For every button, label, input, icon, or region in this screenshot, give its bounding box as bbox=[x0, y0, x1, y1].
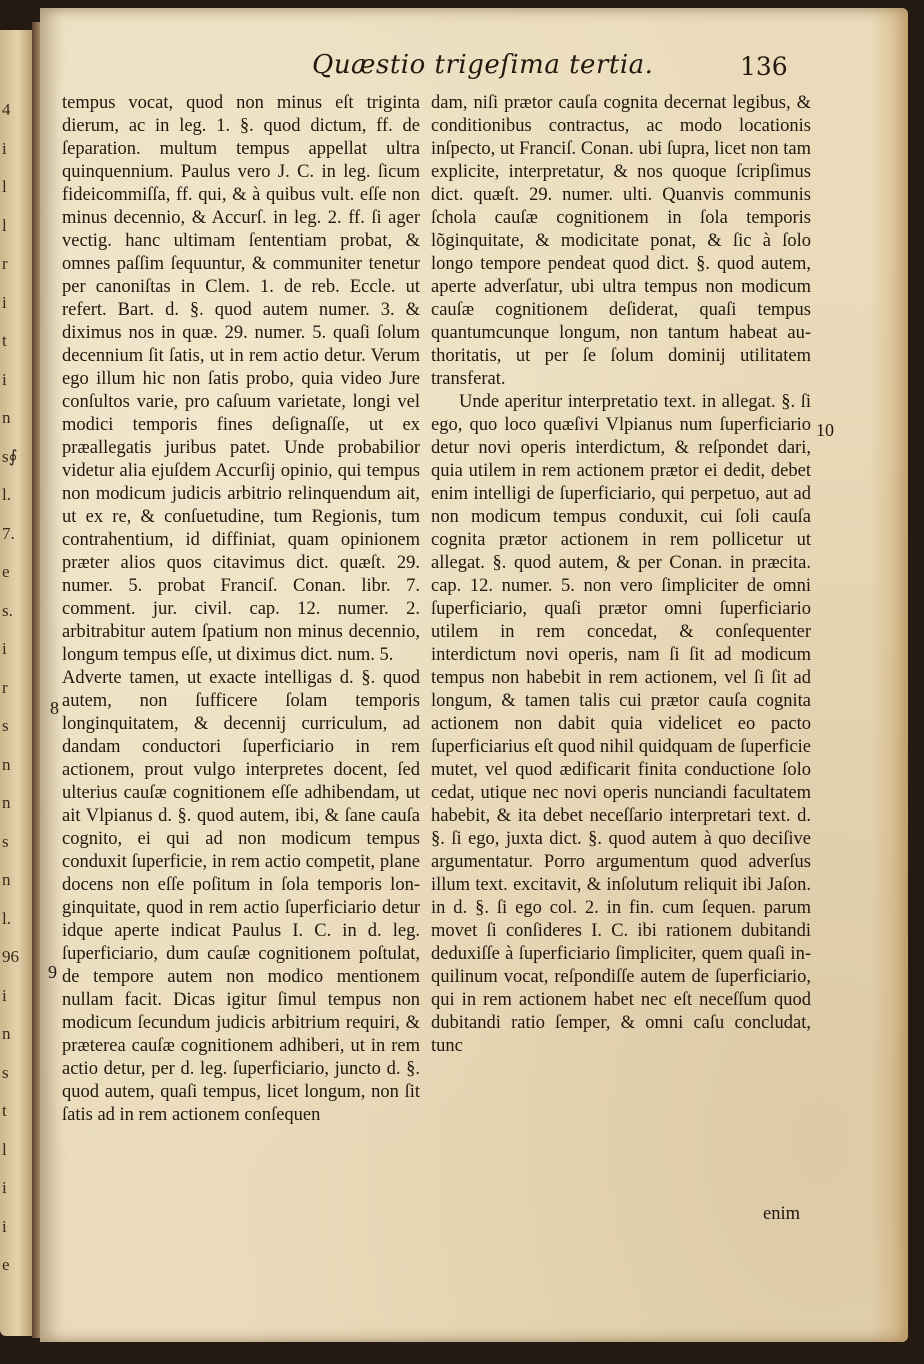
facing-page-margin-fragment: i bbox=[2, 1178, 7, 1197]
facing-page-margin-fragment: i bbox=[2, 292, 7, 312]
facing-page-margin-fragment: s bbox=[2, 1062, 9, 1082]
facing-page-margin-fragment: t bbox=[2, 331, 7, 350]
page-edge-stain bbox=[870, 8, 908, 1342]
facing-page-margin-fragment: i bbox=[2, 138, 7, 158]
facing-page-margin-fragment: i bbox=[2, 1216, 7, 1236]
facing-page-margin-fragment: r bbox=[2, 254, 8, 273]
right-column-paragraph-1: dam, niſi prætor cauſa cognita decernat legibus, & conditionibus contractus, ac modo locationis inſpecto, ut Franciſ. Conan. ubi ſupra, licet non tam explicite, interpretatur, & nos quoque ſcripſimus dict. quæſt. 29. numer. ulti. Quanvis communis ſchola cauſæ cognitionem in ſola temporis lõginquitate, & modicitate ponat, & ſic à ſolo longo tempore pendeat quod dict. §. quod autem, aperte adverſatur, ubi ultra tempus non modicum cauſæ cognitionem deſiderat, quaſi tempus quantumcunque longum, non tantum habeat authoritatis, ut per ſe ſolum dominij utilitatem transferat. bbox=[431, 93, 811, 389]
facing-page-margin-fragment: l bbox=[2, 215, 7, 235]
page-header bbox=[40, 50, 908, 90]
facing-page-edge bbox=[0, 30, 32, 1336]
facing-page-margin-fragment: r bbox=[2, 677, 8, 697]
facing-page-margin-fragment: i bbox=[2, 369, 7, 389]
catchword: enim bbox=[763, 1204, 800, 1224]
facing-page-margin-fragment: s bbox=[2, 716, 9, 735]
book-page bbox=[40, 8, 908, 1342]
facing-page-margin-fragment: s∮ bbox=[2, 446, 18, 466]
facing-page-margin-fragment: i bbox=[2, 639, 7, 658]
left-column-paragraph-2: Adverte tamen, ut exacte intelligas d. §. quod autem, non ſufficere ſolam temporis longinquitatem, & decennij curriculum, ad dandam conductori ſuperficiario in rem actionem, prout vulgo interpretes docent, ſed ulterius cauſæ cognitionem eſſe adhibendam, ut ait Vlpianus d. §. quod autem, ibi, & ſane cauſa cognito, ei qui ad non modicum tempus conduxit ſuperficie, in rem actio competit, plane docens non eſſe poſitum in ſola temporis longinquitate, quod in rem actio ſuperficiario detur idque aperte indicat Paulus I. C. in d. leg. ſuperficiario, dum cauſæ cognitionem poſtulat, de tempore autem non modico mentionem nullam facit. Dicas igitur ſimul tempus non modicum ſecundum judicis arbitrium requiri, & præterea cauſæ cognitionem adhiberi, ut in rem actio detur, per d. leg. ſuperficiario, juncto d. §. quod autem, quaſi tempus, licet longum, non ſit ſatis ad in rem actionem conſequen bbox=[62, 668, 420, 1125]
facing-page-margin-fragment: l bbox=[2, 177, 7, 196]
facing-page-margin-fragment: n bbox=[2, 754, 11, 774]
right-column bbox=[431, 92, 811, 1058]
facing-page-margin-fragment: e bbox=[2, 562, 10, 581]
facing-page-margin-fragment: l. bbox=[2, 485, 11, 504]
facing-page-margin-fragment: s bbox=[2, 831, 9, 851]
margin-number-10: 10 bbox=[816, 420, 834, 440]
facing-page-margin-fragment: l. bbox=[2, 908, 11, 928]
facing-page-margin-fragment: i bbox=[2, 985, 7, 1005]
facing-page-margin-fragment: t bbox=[2, 1101, 7, 1120]
facing-page-margin-fragment: e bbox=[2, 1255, 10, 1274]
facing-page-margin-fragment: 7. bbox=[2, 523, 15, 543]
margin-number-8: 8 bbox=[50, 698, 59, 718]
margin-number-9: 9 bbox=[48, 962, 57, 982]
left-column-paragraph-1: tempus vocat, quod non minus eſt triginta dierum, ac in leg. 1. §. quod dictum, ff. de ſeparation. multum tempus appellat ultra quinquennium. Paulus vero J. C. in leg. ſicum fideicommiſſa, ff. qui, & à quibus vult. eſſe non minus decennio, & Accurſ. in leg. 2. ff. ſi ager vectig. hanc ultimam ſententiam probat, & omnes paſſim ſequuntur, & communiter tenetur per canoniſtas in Clem. 1. de reb. Eccle. ut refert. Bart. d. §. quod autem numer. 3. & diximus nos in quæ. 29. numer. 5. quaſi ſolum decennium ſit ſatis, ut in rem actio detur. Verum ego illum hic non ſatis probo, quia video Jure conſultos varie, pro caſuum varietate, longi vel modici temporis fines deſignaſſe, ut ex præallegatis juribus patet. Unde probabilior videtur alia ejuſdem Accurſij opinio, qui tempus non modicum judicis arbitrio relinquendum ait, ut ex re, & conſuetudine, tum Regionis, tum contrahentium, id diffiniat, quam opinionem præter alios quos citavimus dict. quæſt. 29. numer. 5. probat Franciſ. Conan. libr. 7. comment. jur. civil. cap. 12. numer. 2. arbitrabitur autem ſpatium non minus decennio, longum tempus eſſe, ut diximus dict. num. 5. bbox=[62, 93, 420, 665]
facing-page-margin-fragment: 96 bbox=[2, 947, 19, 966]
facing-page-margin-fragment: 4 bbox=[2, 100, 11, 119]
facing-page-margin-fragment: s. bbox=[2, 600, 13, 620]
facing-page-margin-fragment: n bbox=[2, 408, 11, 427]
page-number: 136 bbox=[740, 52, 788, 81]
running-title: Quæstio trigeſima tertia. bbox=[312, 50, 654, 80]
facing-page-margin-fragment: n bbox=[2, 793, 11, 812]
facing-page-margin-fragment: n bbox=[2, 1024, 11, 1043]
facing-page-margin-fragments bbox=[0, 30, 30, 1336]
right-column-paragraph-2: Unde aperitur interpretatio text. in allegat. §. ſi ego, quo loco quæſivi Vlpianus num ſuperficiario detur novi operis interdictum, & reſpondet dari, quia utilem in rem actionem prætor ei dedit, debet enim intelligi de ſuperficiario, qui perpetuo, aut ad non modicum tempus conduxit, cui ſoli cauſa cognita prætor actionem in rem pollicetur ut allegat. §. quod autem, & per Conan. in præcita. cap. 12. numer. 5. non vero ſimpliciter de omni ſuperficiario, quaſi prætor omni ſuperficiario utilem in rem concedat, & conſequenter interdictum novi operis, nam ſi ſit ad modicum tempus non habebit in rem actionem, vel ſi ſit ad longum, & tamen talis cui prætor cauſa cognita actionem non dabit quia videlicet eo pacto ſuperficiarius eſt quod nihil quidquam de ſuperficie mutet, vel quod ædificarit finita conductione ſolo cedat, utique nec novi operis nunciandi facultatem habebit, & ita debet neceſſario interpretari text. d. §. ſi ego, juxta dict. §. quod autem à quo deciſive argumentatur. Porro argumentum quod adverſus illum text. excitavit, & inſolutum reliquit ibi Jaſon. in d. §. ſi ego col. 2. in fin. cum ſequen. parum movet ſi conſideres I. C. ibi rationem dubitandi deduxiſſe à ſuperficiario ſimpliciter, quem quaſi inquilinum vocat, reſpondiſſe autem de ſuperficiario, qui in rem actionem habet nec eſt neceſſum quod dubitandi ratio ſemper, & omni caſu concludat, tunc bbox=[431, 392, 811, 1056]
facing-page-margin-fragment: l bbox=[2, 1139, 7, 1159]
left-column bbox=[62, 92, 420, 1127]
facing-page-margin-fragment: n bbox=[2, 870, 11, 889]
